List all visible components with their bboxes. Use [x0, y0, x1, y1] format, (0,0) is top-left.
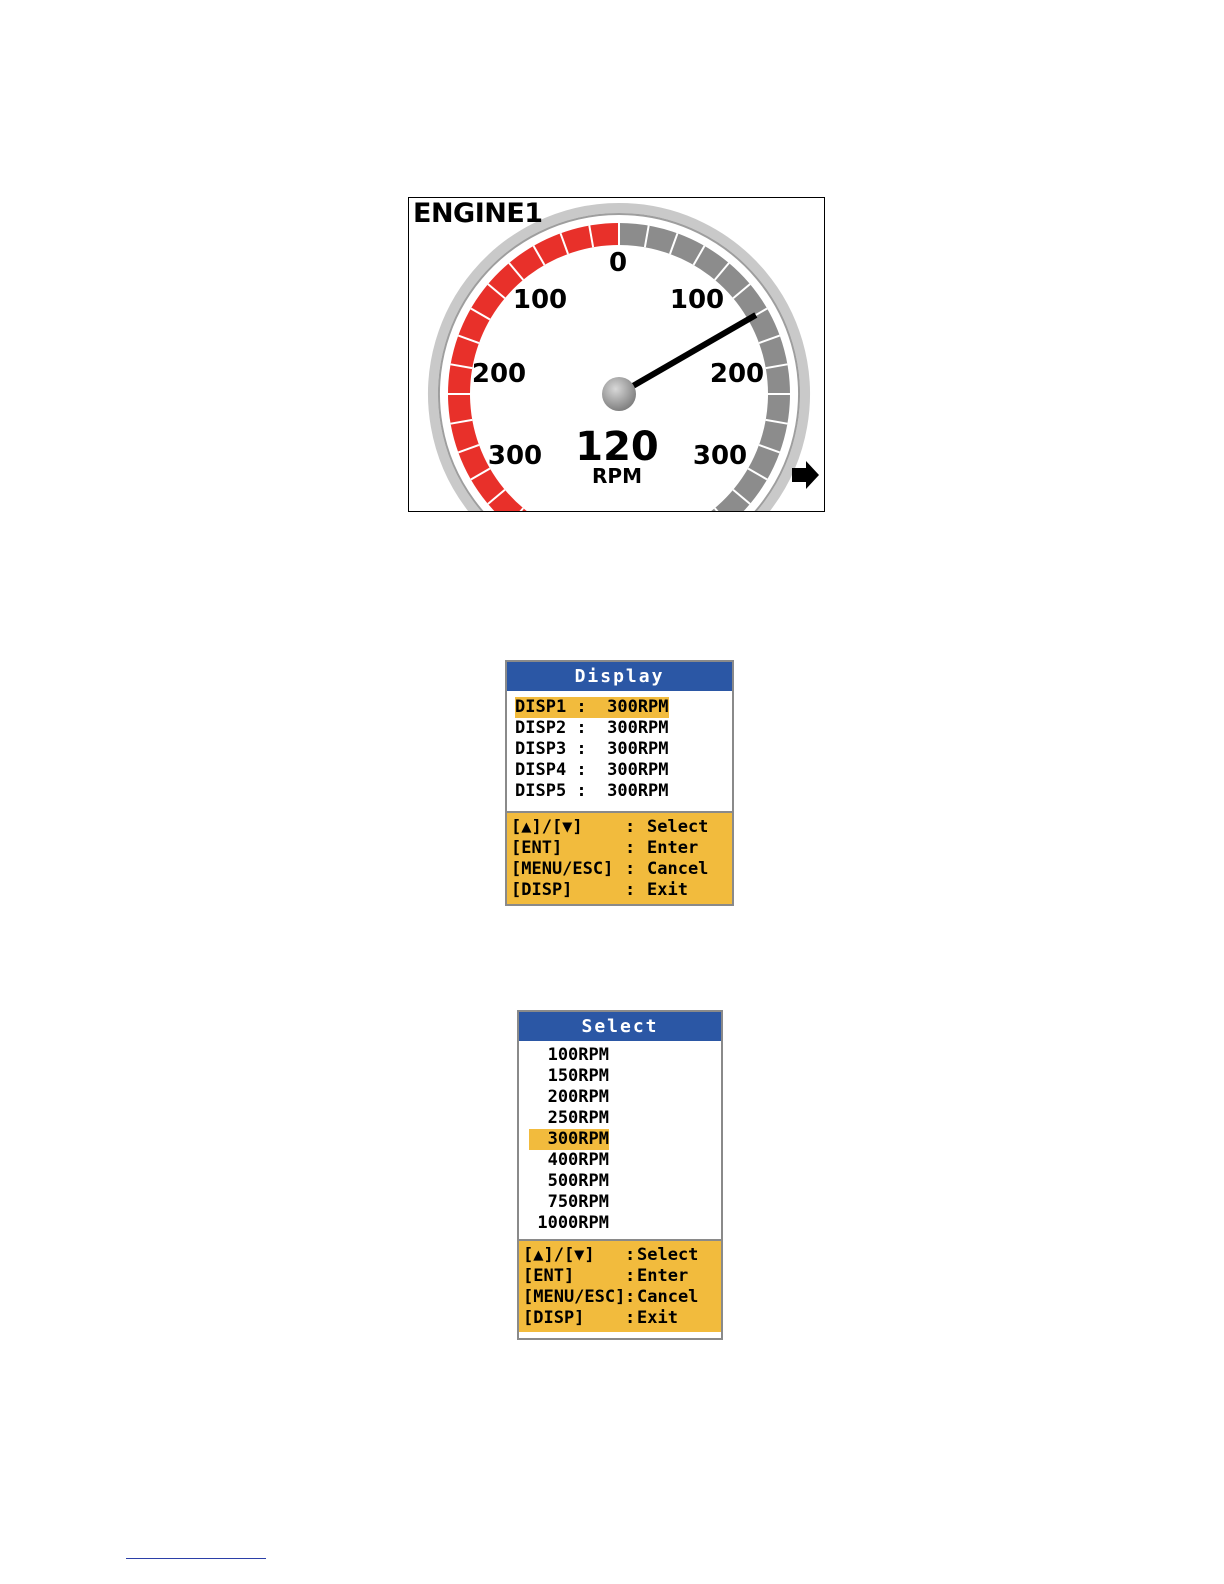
help-key: [▲]/[▼] [523, 1245, 595, 1265]
select-menu-item-label: 200RPM [547, 1087, 609, 1107]
help-row [523, 1245, 717, 1266]
select-menu-item[interactable] [529, 1066, 609, 1087]
help-separator: : [625, 1308, 636, 1328]
gauge-label-right-100: 100 [669, 285, 725, 315]
select-menu-list [519, 1041, 721, 1239]
help-separator: : [625, 1266, 636, 1286]
gauge-label-left-100: 100 [512, 285, 568, 315]
display-menu-item-label: DISP4 : 300RPM [515, 760, 669, 780]
engine-title: ENGINE1 [413, 198, 543, 229]
help-row [523, 1287, 717, 1308]
display-menu-item-label: DISP3 : 300RPM [515, 739, 669, 759]
select-menu-item[interactable] [529, 1150, 609, 1171]
select-menu-item-label: 150RPM [547, 1066, 609, 1086]
help-separator: : [625, 1245, 636, 1265]
select-menu-item[interactable] [529, 1087, 609, 1108]
select-menu-item-label: 1000RPM [537, 1213, 609, 1233]
gauge-label-left-0: 0 [608, 248, 628, 278]
display-menu-item[interactable] [515, 760, 724, 781]
gauge-label-left-300: 300 [487, 441, 543, 471]
display-menu-item-label: DISP5 : 300RPM [515, 781, 669, 801]
display-menu-item-label: DISP2 : 300RPM [515, 718, 669, 738]
select-menu-help [519, 1239, 721, 1332]
display-menu-item[interactable] [515, 718, 724, 739]
select-menu-item-label: 750RPM [547, 1192, 609, 1212]
display-menu [505, 660, 734, 906]
select-menu-item-label: 250RPM [547, 1108, 609, 1128]
help-separator: : [625, 817, 636, 837]
select-menu-item[interactable] [529, 1213, 609, 1234]
display-menu-item-label: DISP1 : 300RPM [515, 697, 669, 717]
help-row [511, 859, 728, 880]
select-menu-item-label: 500RPM [547, 1171, 609, 1191]
display-menu-item[interactable] [515, 739, 724, 760]
help-row [523, 1308, 717, 1329]
help-row [511, 817, 728, 838]
help-action: Cancel [647, 859, 709, 879]
engine-gauge-screen [408, 197, 825, 512]
gauge-hub [602, 377, 636, 411]
help-action: Enter [637, 1266, 689, 1286]
help-action: Exit [647, 880, 688, 900]
help-key: [ENT] [523, 1266, 575, 1286]
help-action: Enter [647, 838, 699, 858]
help-separator: : [625, 838, 636, 858]
help-key: [DISP] [523, 1308, 585, 1328]
select-menu-item[interactable] [529, 1192, 609, 1213]
gauge-label-right-300: 300 [692, 441, 748, 471]
help-action: Exit [637, 1308, 678, 1328]
display-menu-title: Display [507, 662, 732, 691]
help-key: [MENU/ESC] [511, 859, 614, 879]
help-separator: : [625, 859, 636, 879]
select-menu-item[interactable] [529, 1171, 609, 1192]
select-menu [517, 1010, 723, 1340]
help-key: [MENU/ESC] [523, 1287, 626, 1307]
select-menu-item[interactable] [529, 1129, 609, 1150]
gauge-label-left-200: 200 [471, 359, 527, 389]
help-key: [▲]/[▼] [511, 817, 583, 837]
help-separator: : [625, 880, 636, 900]
select-menu-item-label: 100RPM [547, 1045, 609, 1065]
help-action: Cancel [637, 1287, 699, 1307]
help-row [523, 1266, 717, 1287]
display-menu-help [507, 811, 732, 904]
rpm-unit: RPM [592, 464, 642, 488]
help-row [511, 838, 728, 859]
select-menu-item-label: 400RPM [547, 1150, 609, 1170]
footer-rule [126, 1558, 266, 1559]
help-key: [DISP] [511, 880, 573, 900]
help-row [511, 880, 728, 901]
rpm-gauge [409, 198, 825, 512]
help-separator: : [625, 1287, 636, 1307]
display-menu-item[interactable] [515, 697, 724, 718]
display-menu-list [507, 691, 732, 811]
select-menu-item-label: 300RPM [529, 1129, 609, 1150]
display-menu-item[interactable] [515, 781, 724, 802]
select-menu-item[interactable] [529, 1108, 609, 1129]
help-key: [ENT] [511, 838, 563, 858]
select-menu-title: Select [519, 1012, 721, 1041]
rpm-value: 120 [575, 424, 659, 470]
help-action: Select [647, 817, 709, 837]
select-menu-item[interactable] [529, 1045, 609, 1066]
help-action: Select [637, 1245, 699, 1265]
gauge-label-right-200: 200 [709, 359, 765, 389]
